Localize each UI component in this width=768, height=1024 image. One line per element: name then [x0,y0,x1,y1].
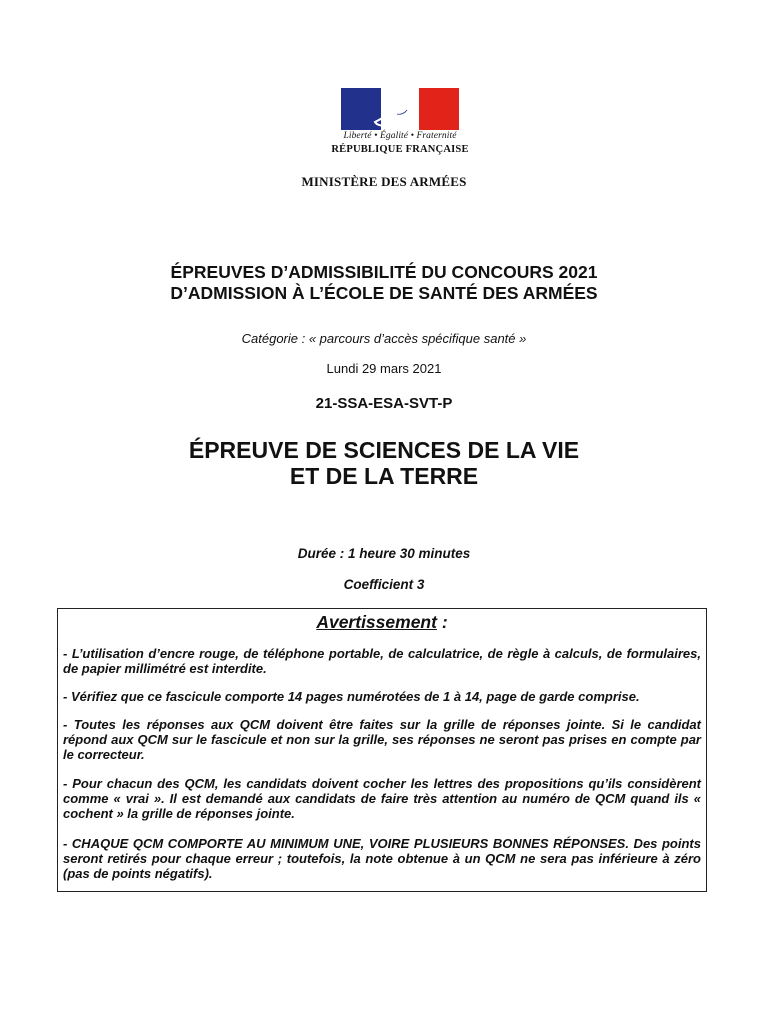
warning-paragraph: - Pour chacun des QCM, les candidats doivent cocher les lettres des propositions qu’ils considèrent comme « vrai ». Il est demandé aux candidats de faire très attention au numéro de QCM quand ils « cochent » la grille de réponses jointe. [63,776,701,821]
exam-code: 21-SSA-ESA-SVT-P [315,395,453,412]
exam-duration: Durée : 1 heure 30 minutes [297,546,471,561]
marianne-logo [341,88,459,130]
exam-title-line1: ÉPREUVES D’ADMISSIBILITÉ DU CONCOURS 2021 [170,262,598,282]
exam-coefficient: Coefficient 3 [343,577,425,592]
subject-title [0,437,768,489]
warning-title-colon: : [436,612,448,632]
exam-title [0,262,768,304]
warning-paragraph: - Toutes les réponses aux QCM doivent être faites sur la grille de réponses jointe. Si le candidat répond aux QCM sur le fascicule et non sur la grille, ses réponses ne seront pas prises en compte par le correcteur. [63,717,701,762]
exam-date: Lundi 29 mars 2021 [326,361,442,376]
subject-title-line1: ÉPREUVE DE SCIENCES DE LA VIE [188,437,580,463]
ministry-name: MINISTÈRE DES ARMÉES [301,174,467,189]
subject-title-line2: ET DE LA TERRE [289,463,479,489]
warning-box [57,608,707,892]
republic-motto: Liberté • Égalité • Fraternité [343,131,457,141]
republique-francaise: RÉPUBLIQUE FRANÇAISE [331,144,469,155]
warning-title [58,612,706,633]
exam-title-line2: D’ADMISSION À L’ÉCOLE DE SANTÉ DES ARMÉES [170,283,598,303]
warning-paragraph: - L’utilisation d’encre rouge, de téléphone portable, de calculatrice, de règle à calculs, de formulaires, de papier millimétré est interdite. [63,646,701,676]
warning-paragraph: - CHAQUE QCM COMPORTE AU MINIMUM UNE, VOIRE PLUSIEURS BONNES RÉPONSES. Des points seront retirés pour chaque erreur ; toutefois, la note obtenue à un QCM ne sera pas inférieure à zéro (pas de points négatifs). [63,836,701,881]
warning-paragraph: - Vérifiez que ce fascicule comporte 14 pages numérotées de 1 à 14, page de garde comprise. [63,689,640,704]
exam-category: Catégorie : « parcours d’accès spécifique santé » [241,331,527,346]
warning-title-text: Avertissement [316,612,437,632]
